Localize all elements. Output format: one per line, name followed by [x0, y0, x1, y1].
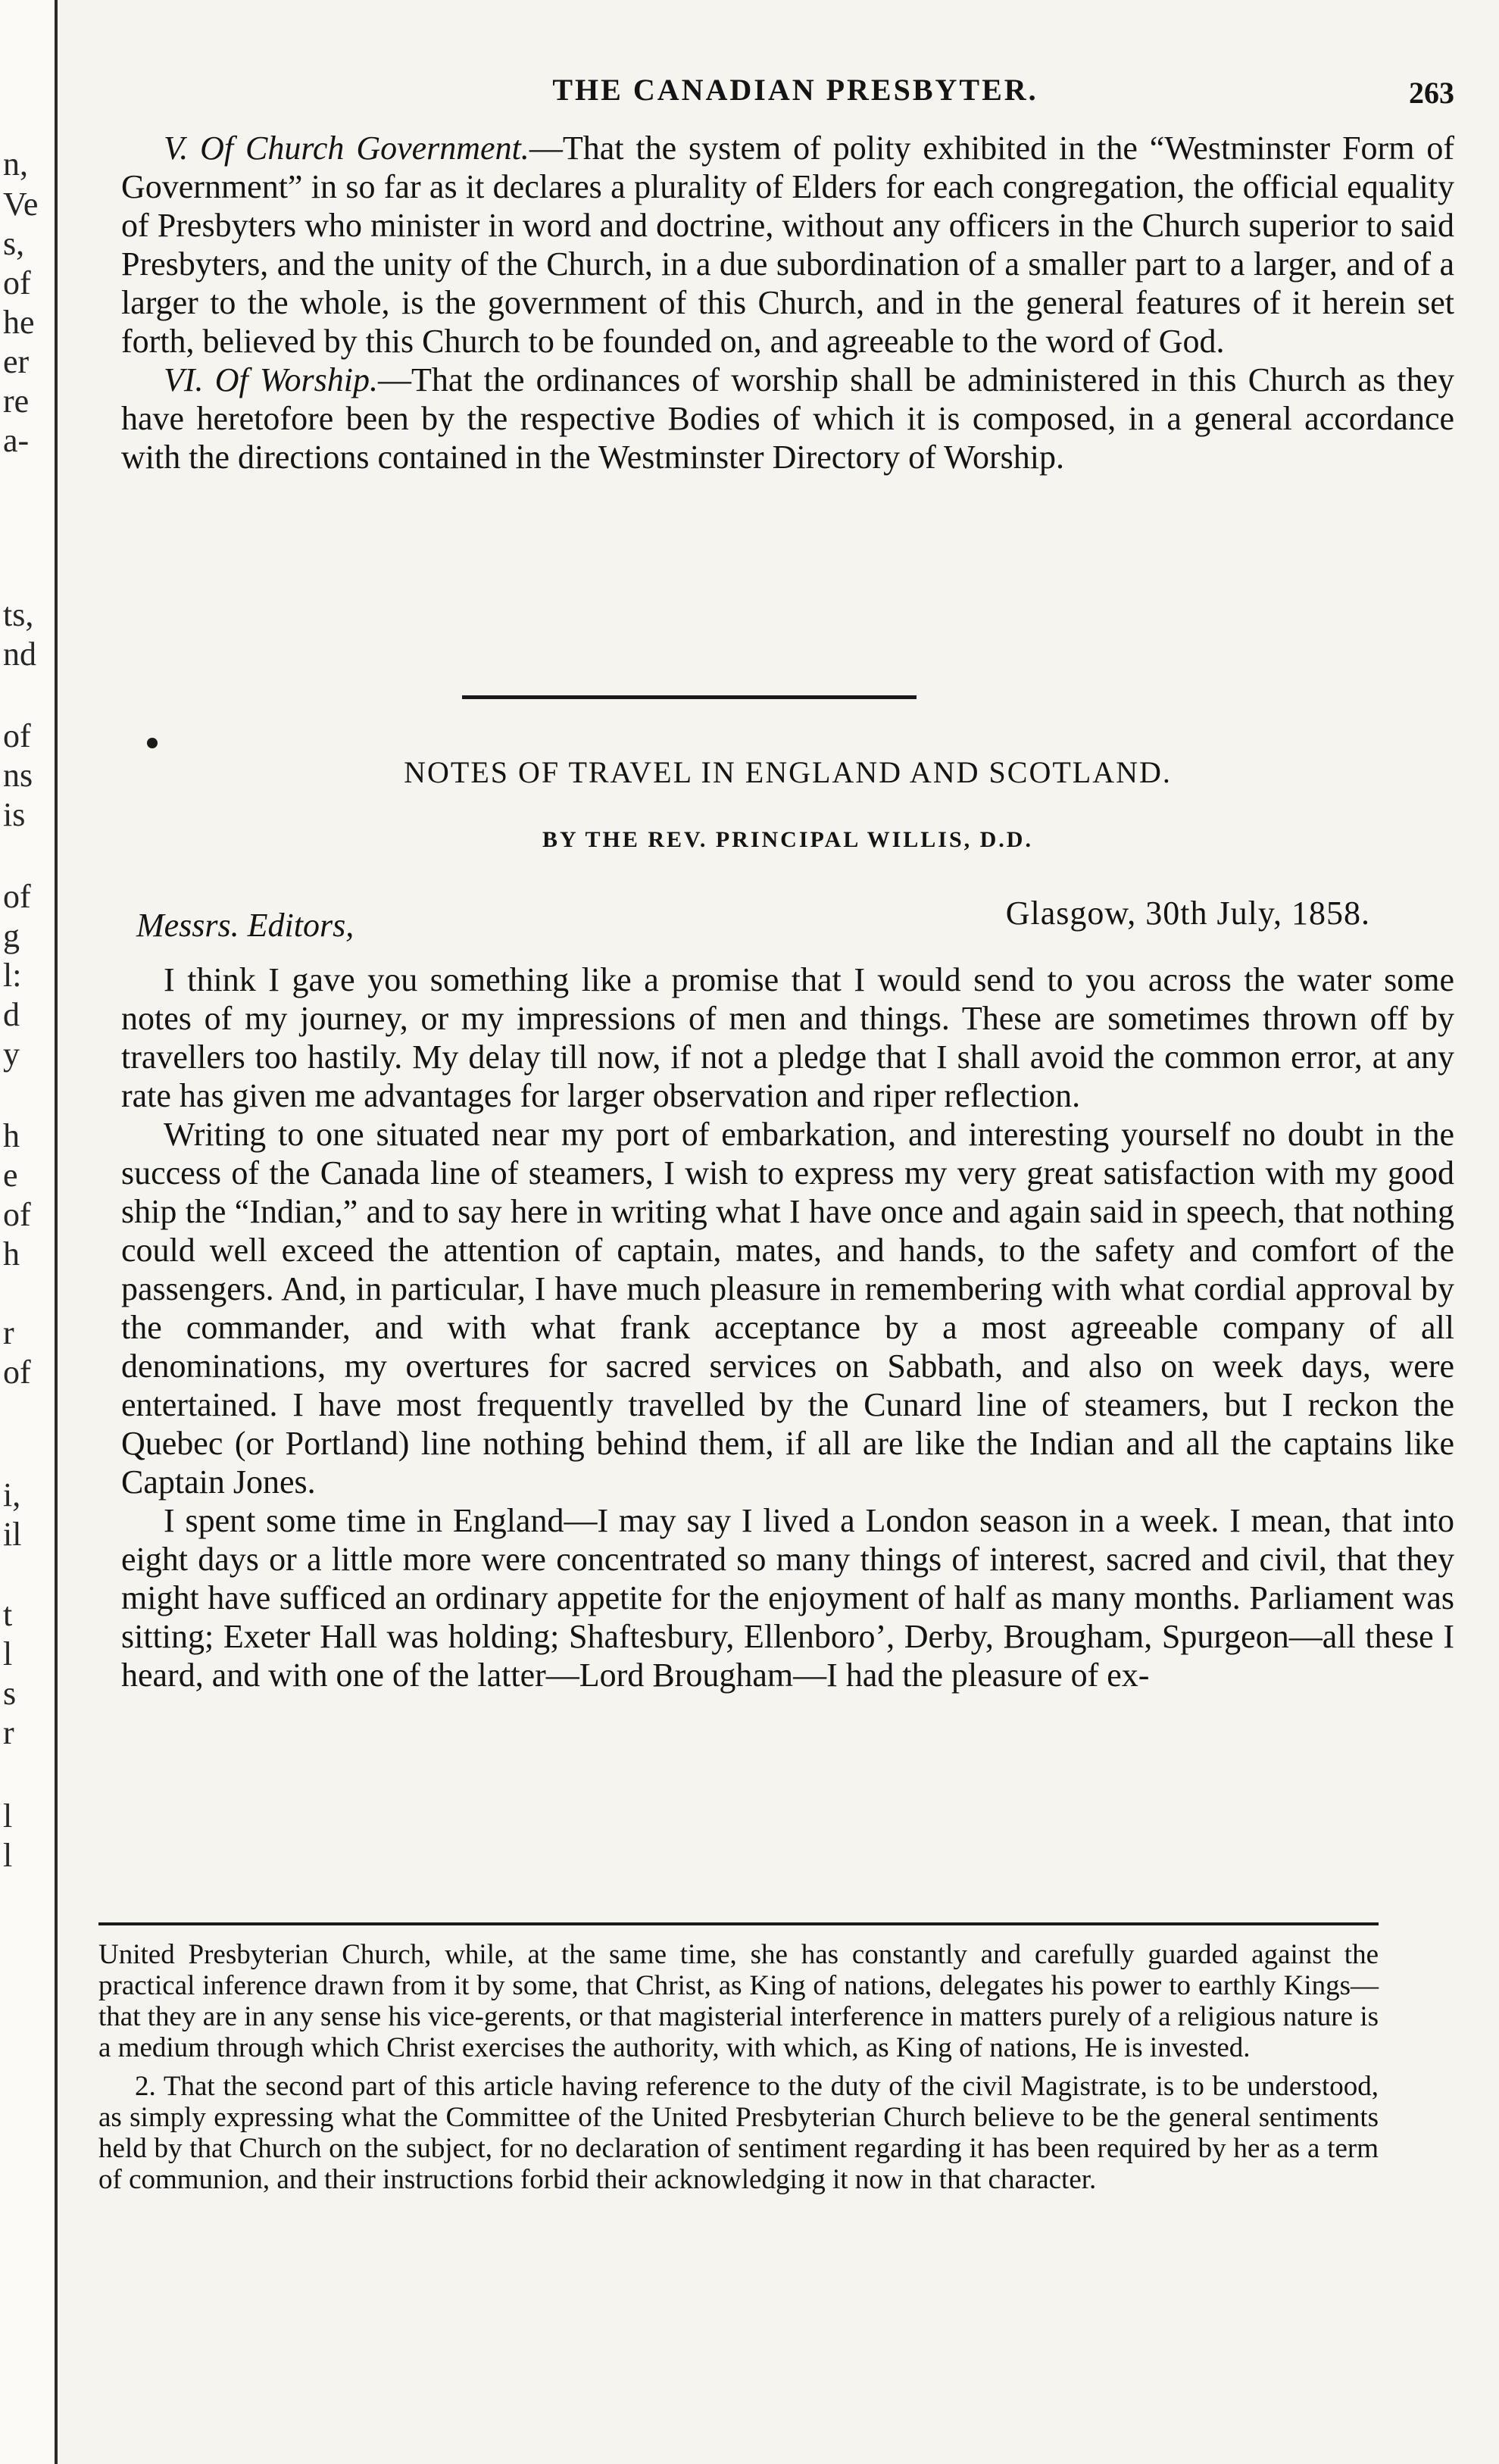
article-text: —That the ordinances of worship shall be administered in this Church as they have heretofore been by the respective Bodies of which it is composed, in a general accordance with the directions contained in the Westminster Directory of Worship. [121, 361, 1454, 476]
margin-fragment: l [3, 1837, 13, 1874]
article-church-government [121, 129, 1454, 361]
margin-fragment: re [3, 383, 30, 420]
margin-fragment: er [3, 343, 30, 380]
page-number: 263 [1409, 76, 1454, 110]
page-header [136, 72, 1454, 117]
margin-fragment: of [3, 717, 31, 754]
footnote: 2. That the second part of this article having reference to the duty of the civil Magistrate, is to be understood, as simply expressing what the Committee of the United Presbyterian Church believe to be the general sentiments held by that Church on the subject, for no declaration of sentiment regarding it has been required by her as a term of communion, and their instructions forbid their acknowledging it now in that character. [98, 2071, 1379, 2195]
margin-fragment: l [3, 1797, 13, 1835]
margin-fragment: l: [3, 957, 22, 994]
paragraph: Writing to one situated near my port of embarkation, and interesting yourself no doubt in the success of the Canada line of steamers, I wish to express my very great satisfaction with my good ship the “Indian,” and to say here in writing what I have once and again said in speech, that nothing could well exceed the attention of captain, mates, and hands, to the safety and comfort of the passengers. And, in particular, I have much pleasure in remembering with what cordial approval by the commander, and with what frank acceptance by a most agreeable company of all denominations, my overtures for sacred services on Sabbath, and also on week days, were entertained. I have most frequently travelled by the Cunard line of steamers, but I reckon the Quebec (or Portland) line nothing behind them, if all are like the Indian and all the captains like Captain Jones. [121, 1116, 1454, 1501]
margin-fragment: he [3, 304, 35, 341]
section-divider [462, 695, 917, 699]
ink-dot [147, 738, 158, 748]
margin-fragment: s [3, 1675, 17, 1712]
paragraph: I think I gave you something like a promise that I would send to you across the water some notes of my journey, or my impressions of men and things. These are sometimes thrown off by travellers too hastily. My delay till now, if not a pledge that I shall avoid the common error, at any rate has given me advantages for larger observation and riper reflection. [121, 961, 1454, 1114]
margin-fragment: d [3, 996, 20, 1033]
footnote-divider [98, 1922, 1379, 1925]
margin-fragment: h [3, 1117, 20, 1154]
dateline: Glasgow, 30th July, 1858. [1005, 895, 1370, 932]
article-title: NOTES OF TRAVEL IN ENGLAND AND SCOTLAND. [404, 755, 1172, 789]
margin-fragment: of [3, 1354, 31, 1391]
articles-section [121, 129, 1454, 476]
article-heading: VI. Of Worship. [164, 361, 378, 398]
margin-fragment: l [3, 1635, 13, 1672]
margin-fragment: y [3, 1035, 20, 1073]
margin-fragment: of [3, 1196, 31, 1233]
footnote: United Presbyterian Church, while, at the same time, she has constantly and carefully guarded against the practical inference drawn from it by some, that Christ, as King of nations, delegates his power to earthly Kings—that they are in any sense his vice-gerents, or that magisterial interference in matters purely of a religious nature is a medium through which Christ exercises the authority, with which, as King of nations, He is invested. [98, 1939, 1379, 2063]
salutation: Messrs. Editors, [136, 907, 354, 944]
margin-fragment: r [3, 1314, 14, 1351]
article-byline: BY THE REV. PRINCIPAL WILLIS, D.D. [542, 827, 1033, 852]
article-heading: V. Of Church Government. [164, 130, 529, 167]
margin-fragment: r [3, 1714, 14, 1751]
margin-fragment: g [3, 917, 20, 954]
article-worship [121, 361, 1454, 476]
running-title: THE CANADIAN PRESBYTER. [552, 73, 1038, 107]
margin-fragment: t [3, 1596, 13, 1633]
margin-fragment: nd [3, 636, 36, 673]
paragraph: I spent some time in England—I may say I lived a London season in a week. I mean, that into eight days or a little more were concentrated so many things of interest, sacred and civil, that they might have sufficed an ordinary appetite for the enjoyment of half as many months. Parliament was sitting; Exeter Hall was holding; Shaftesbury, Ellenboro’, Derby, Brougham, Spurgeon—all these I heard, and with one of the latter—Lord Brougham—I had the pleasure of ex- [121, 1502, 1454, 1694]
margin-fragment: ts, [3, 596, 34, 633]
article-text: —That the system of polity exhibited in the “Westminster Form of Government” in so far as it declares a plurality of Elders for each congregation, the official equality of Presbyters who minister in word and doctrine, without any officers in the Church superior to said Presbyters, and the unity of the Church, in a due subordination of a smaller part to a larger, and of a larger to the whole, is the government of this Church, and in the general features of it herein set forth, believed by this Church to be founded on, and agreeable to the word of God. [121, 130, 1454, 360]
margin-fragment: Ve [3, 186, 39, 223]
margin-fragment: a- [3, 422, 30, 459]
margin-fragment: of [3, 264, 31, 301]
margin-fragment: ns [3, 757, 33, 794]
margin-fragment: is [3, 796, 26, 833]
footnotes [98, 1939, 1379, 2195]
margin-fragment: h [3, 1235, 20, 1273]
margin-fragment: of [3, 878, 31, 915]
previous-page-gutter [0, 0, 58, 2464]
margin-fragment: e [3, 1157, 18, 1194]
margin-fragment: il [3, 1516, 22, 1553]
margin-fragment: s, [3, 225, 25, 262]
margin-fragment: n, [3, 145, 28, 183]
margin-fragment: i, [3, 1476, 21, 1513]
article-body [121, 960, 1454, 1694]
